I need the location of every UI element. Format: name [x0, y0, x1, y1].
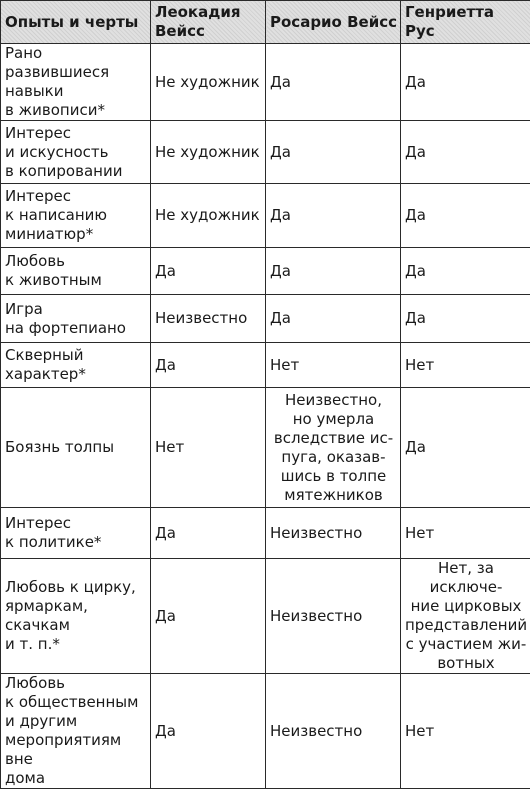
henrietta-cell: Нет: [401, 343, 530, 388]
header-row: [1, 1, 530, 44]
table-row: [1, 559, 530, 674]
rosario-cell: Неизвестно: [266, 674, 401, 789]
leocadia-cell: Не художник: [151, 121, 266, 184]
rosario-cell: Да: [266, 184, 401, 248]
henrietta-cell: Да: [401, 248, 530, 295]
table-row: [1, 388, 530, 508]
trait-cell: Любовь к цирку, ярмаркам, скачкам и т. п.*: [1, 559, 151, 674]
henrietta-cell: Нет: [401, 674, 530, 789]
trait-cell: Любовь к животным: [1, 248, 151, 295]
table-row: [1, 674, 530, 789]
rosario-cell: Нет: [266, 343, 401, 388]
leocadia-cell: Да: [151, 559, 266, 674]
table-row: [1, 44, 530, 121]
leocadia-cell: Да: [151, 508, 266, 559]
table-row: [1, 295, 530, 343]
rosario-cell: Да: [266, 295, 401, 343]
henrietta-cell: Да: [401, 44, 530, 121]
header-rosario: Росарио Вейсс: [266, 1, 401, 44]
rosario-cell: Неизвестно: [266, 559, 401, 674]
header-leocadia: Леокадия Вейсс: [151, 1, 266, 44]
leocadia-cell: Да: [151, 248, 266, 295]
henrietta-cell: Да: [401, 184, 530, 248]
rosario-cell: Да: [266, 248, 401, 295]
leocadia-cell: Нет: [151, 388, 266, 508]
table-header: [1, 1, 530, 44]
henrietta-cell: Да: [401, 295, 530, 343]
table-row: [1, 343, 530, 388]
header-henrietta: Генриетта Рус: [401, 1, 530, 44]
table-row: [1, 508, 530, 559]
rosario-cell: Неизвестно: [266, 508, 401, 559]
rosario-cell: Да: [266, 44, 401, 121]
trait-cell: Интерес к политике*: [1, 508, 151, 559]
table-row: [1, 184, 530, 248]
header-traits: Опыты и черты: [1, 1, 151, 44]
leocadia-cell: Да: [151, 674, 266, 789]
trait-cell: Интерес и искусность в копировании: [1, 121, 151, 184]
rosario-cell: Неизвестно, но умерла вследствие ис- пуга, оказав- шись в толпе мятежников: [266, 388, 401, 508]
henrietta-cell: Нет, за исключе- ние цирковых представлений с участием жи- вотных: [401, 559, 530, 674]
trait-cell: Любовь к общественным и другим мероприятиям вне дома: [1, 674, 151, 789]
trait-cell: Интерес к написанию миниатюр*: [1, 184, 151, 248]
trait-cell: Игра на фортепиано: [1, 295, 151, 343]
leocadia-cell: Да: [151, 343, 266, 388]
rosario-cell: Да: [266, 121, 401, 184]
table-row: [1, 121, 530, 184]
table-body: [1, 44, 530, 789]
trait-cell: Скверный характер*: [1, 343, 151, 388]
trait-cell: Рано развившиеся навыки в живописи*: [1, 44, 151, 121]
leocadia-cell: Неизвестно: [151, 295, 266, 343]
henrietta-cell: Нет: [401, 508, 530, 559]
leocadia-cell: Не художник: [151, 184, 266, 248]
leocadia-cell: Не художник: [151, 44, 266, 121]
henrietta-cell: Да: [401, 388, 530, 508]
trait-cell: Боязнь толпы: [1, 388, 151, 508]
henrietta-cell: Да: [401, 121, 530, 184]
table-row: [1, 248, 530, 295]
